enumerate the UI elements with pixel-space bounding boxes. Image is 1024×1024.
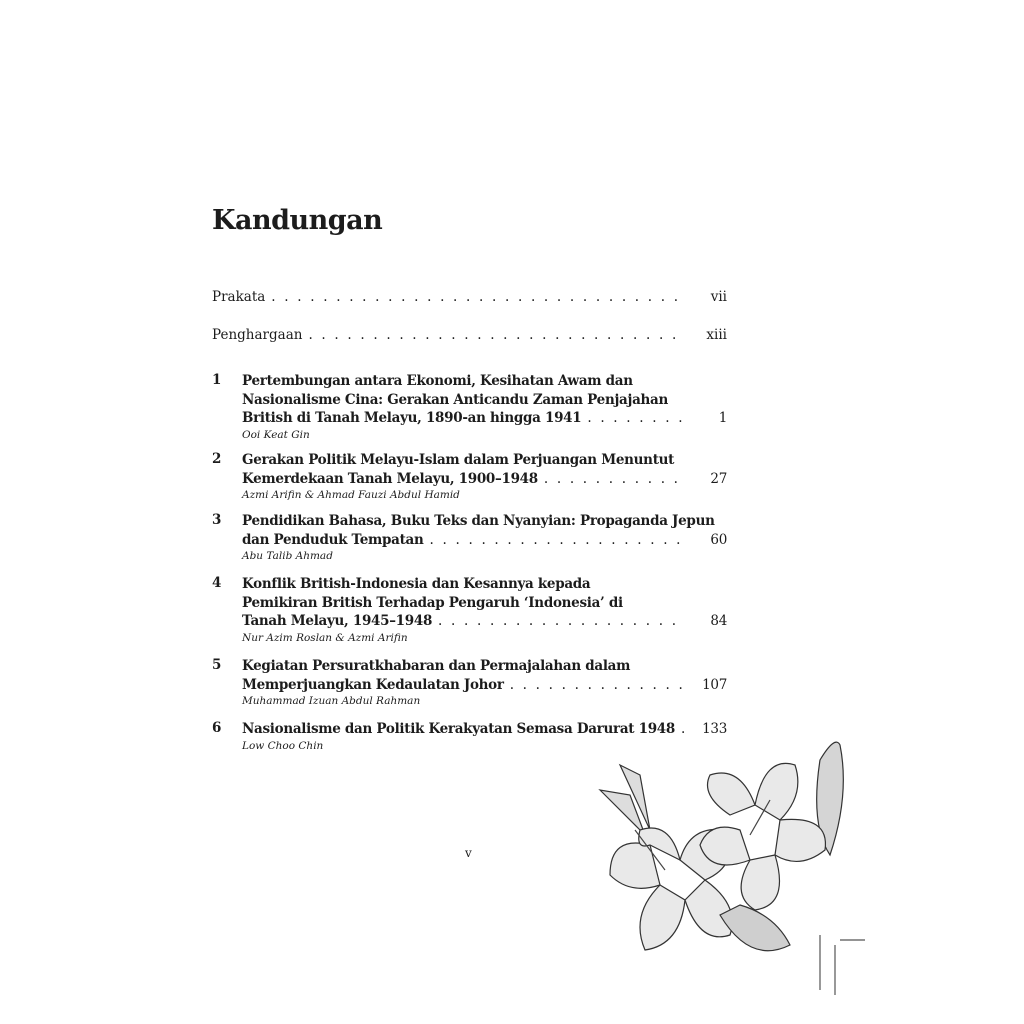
chapter-title-line: Kemerdekaan Tanah Melayu, 1900–1948 [242, 470, 538, 487]
dot-leader [430, 531, 685, 550]
entry-page: vii [710, 289, 727, 305]
chapter-number: 3 [212, 512, 222, 528]
chapter-author: Abu Talib Ahmad [242, 550, 333, 562]
chapter-title-line: Kegiatan Persuratkhabaran dan Permajalahan dalam [242, 658, 631, 674]
entry-label: Prakata [212, 289, 266, 305]
chapter-author: Nur Azim Roslan & Azmi Arifin [242, 631, 408, 644]
chapter-number: 1 [212, 372, 222, 388]
chapter-title-line: Tanah Melayu, 1945–1948 [242, 613, 433, 629]
entry-page: 133 [702, 721, 727, 737]
toc-entry-chapter-5[interactable] [212, 657, 727, 708]
chapter-title-line: Konflik British-Indonesia dan Kesannya kepada [242, 576, 591, 592]
petal [610, 843, 660, 888]
chapter-number: 4 [212, 575, 222, 591]
dot-leader [510, 676, 685, 695]
toc-entry-chapter-2[interactable] [212, 451, 727, 502]
toc-entry-penghargaan[interactable] [212, 327, 727, 343]
dot-leader [271, 289, 685, 305]
page-title: Kandungan [212, 205, 383, 236]
chapter-title-line: Pemikiran British Terhadap Pengaruh ‘Indonesia’ di [242, 594, 623, 611]
chapter-author: Azmi Arifin & Ahmad Fauzi Abdul Hamid [242, 489, 460, 501]
chapter-title-line: Nasionalisme Cina: Gerakan Anticandu Zaman Penjajahan [242, 391, 669, 408]
chapter-title-line: Nasionalisme dan Politik Kerakyatan Semasa Darurat 1948 [242, 721, 675, 737]
entry-page: 1 [718, 410, 727, 426]
entry-page: 27 [710, 470, 727, 487]
chapter-title-line: British di Tanah Melayu, 1890-an hingga 1941 [242, 410, 582, 426]
entry-page: 84 [710, 613, 727, 629]
entry-label: Penghargaan [212, 327, 303, 343]
dot-leader [544, 470, 685, 489]
chapter-number: 2 [212, 451, 222, 467]
chapter-title-line: Memperjuangkan Kedaulatan Johor [242, 676, 504, 693]
chapter-author: Ooi Keat Gin [242, 428, 310, 441]
chapter-author: Muhammad Izuan Abdul Rahman [242, 695, 421, 707]
chapter-title-line: Pendidikan Bahasa, Buku Teks dan Nyanyian: Propaganda Jepun [242, 513, 715, 529]
toc-entry-chapter-4[interactable] [212, 575, 727, 645]
toc-entry-chapter-3[interactable] [212, 512, 727, 563]
entry-page: 107 [702, 676, 727, 693]
hibiscus-illustration [590, 735, 865, 995]
chapter-author: Low Choo Chin [242, 739, 324, 752]
dot-leader [587, 409, 685, 428]
chapter-title-line: Pertembungan antara Ekonomi, Kesihatan Awam dan [242, 373, 633, 389]
chapter-number: 5 [212, 657, 222, 673]
page-number: v [465, 846, 472, 860]
dot-leader [308, 327, 685, 343]
entry-page: 60 [710, 531, 727, 548]
toc-entry-chapter-1[interactable] [212, 372, 727, 442]
entry-page: xiii [706, 327, 727, 343]
toc-entry-prakata[interactable] [212, 289, 727, 305]
chapter-title-line: Gerakan Politik Melayu-Islam dalam Perjuangan Menuntut [242, 452, 675, 468]
dot-leader [438, 612, 685, 631]
chapter-number: 6 [212, 720, 222, 736]
chapter-title-line: dan Penduduk Tempatan [242, 531, 424, 548]
